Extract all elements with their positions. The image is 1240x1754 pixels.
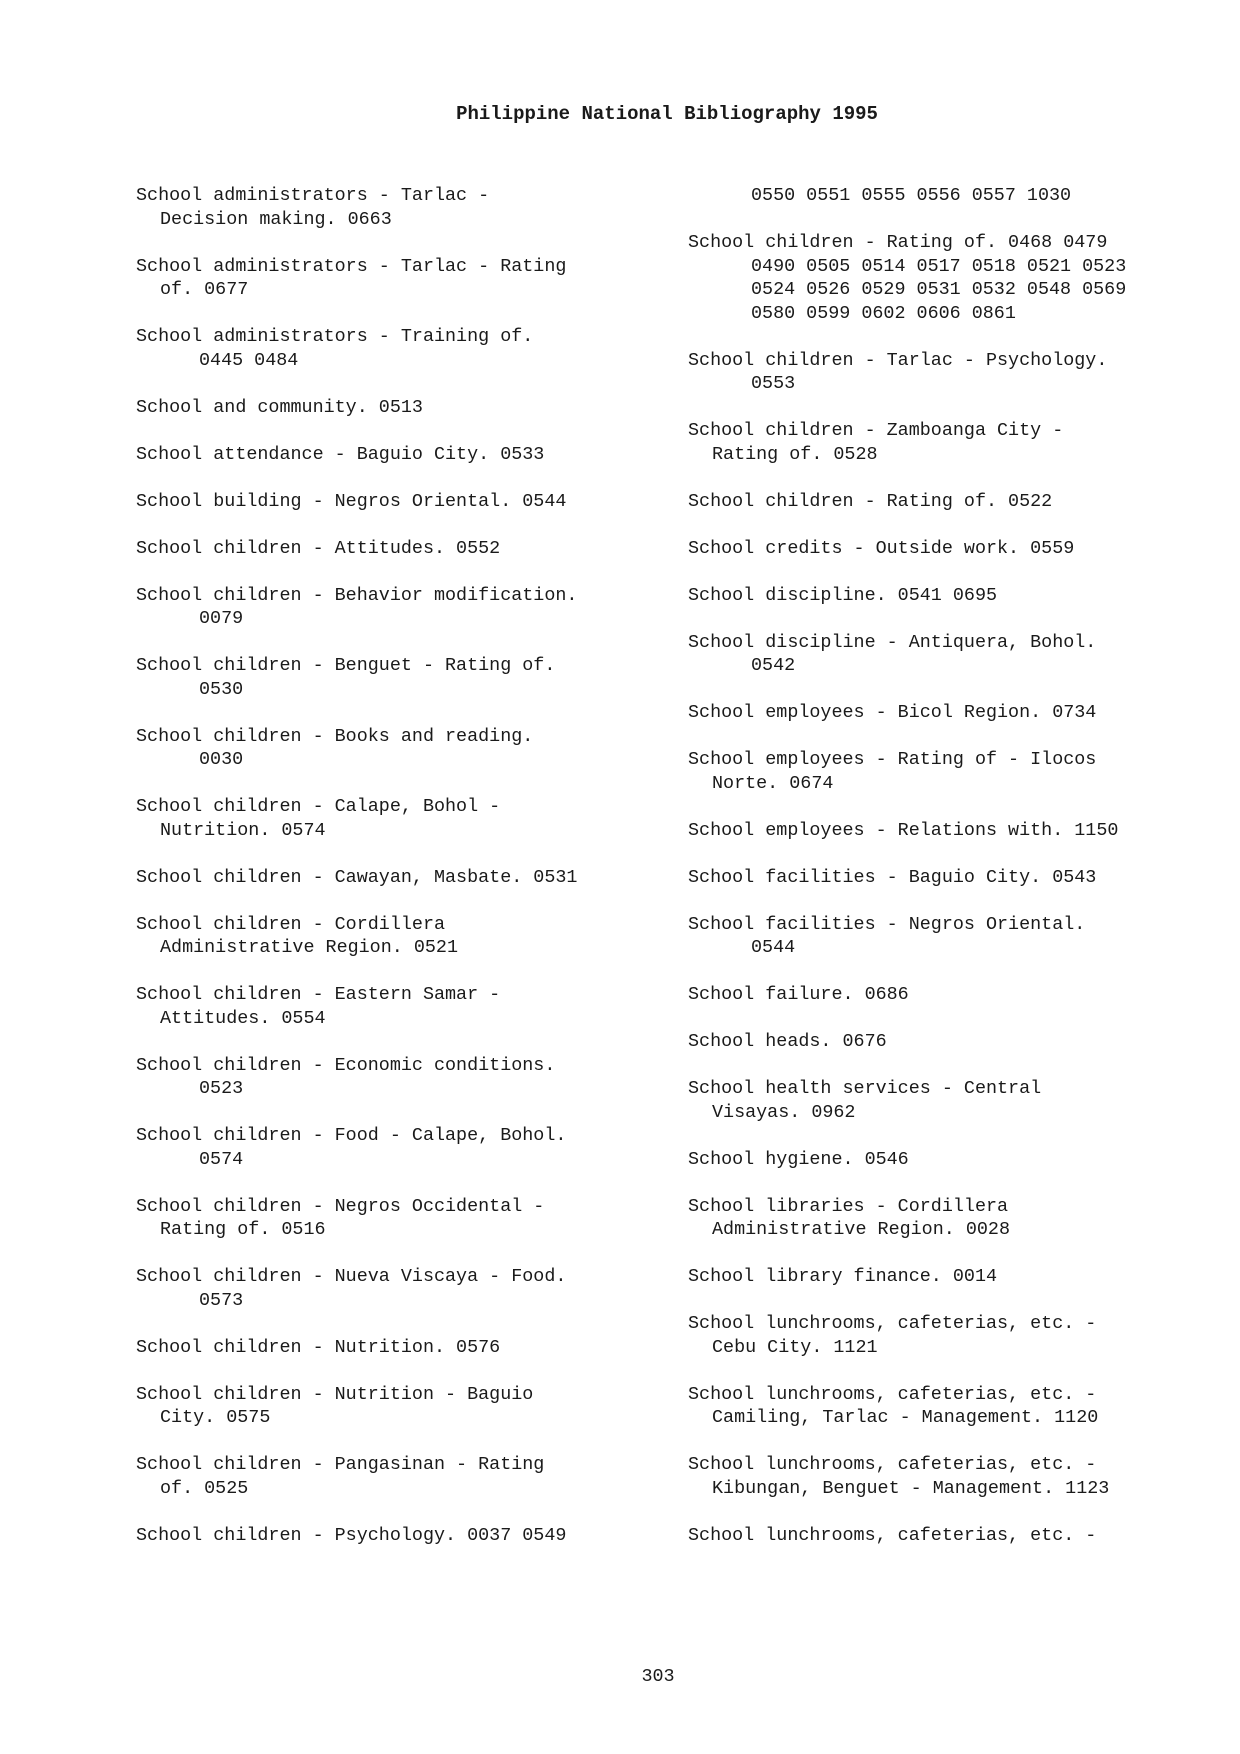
- index-entry-line: School children - Cordillera: [136, 913, 446, 935]
- index-entry-line: School administrators - Tarlac - Rating: [136, 255, 567, 277]
- index-entry: [136, 537, 656, 561]
- index-entry: [688, 1453, 1188, 1500]
- index-entry-line: Rating of. 0516: [160, 1219, 326, 1240]
- index-entry-line: School children - Zamboanga City -: [688, 420, 1064, 441]
- index-entry-line: Cebu City. 1121: [712, 1336, 878, 1358]
- index-entry-line: School children - Psychology. 0037 0549: [136, 1524, 567, 1546]
- index-entry-line: School libraries - Cordillera: [688, 1195, 1009, 1217]
- index-entry-line: School children - Tarlac - Psychology.: [688, 349, 1108, 371]
- index-entry-line: School discipline - Antiquera, Bohol.: [688, 631, 1097, 653]
- index-entry-line: School attendance - Baguio City. 0533: [136, 443, 545, 465]
- index-entry: [136, 1054, 656, 1101]
- index-entry: [136, 983, 656, 1030]
- index-entry-line: School lunchrooms, cafeterias, etc. -: [688, 1524, 1097, 1546]
- index-entry-line: Administrative Region. 0028: [712, 1219, 1010, 1240]
- index-entry: [688, 1077, 1188, 1124]
- index-entry-line: School facilities - Negros Oriental.: [688, 913, 1086, 935]
- index-entry-line: School children - Calape, Bohol -: [136, 796, 501, 817]
- index-entry: [136, 725, 656, 772]
- index-entry-line: School lunchrooms, cafeterias, etc. -: [688, 1383, 1097, 1405]
- index-entry-line: 0573: [199, 1289, 244, 1311]
- index-entry-line: School children - Food - Calape, Bohol.: [136, 1125, 567, 1146]
- index-entry-line: Nutrition. 0574: [160, 819, 326, 841]
- index-entry: [136, 396, 656, 420]
- index-entry-line: of. 0677: [160, 279, 249, 300]
- index-entry: [688, 913, 1188, 960]
- index-entry-line: School lunchrooms, cafeterias, etc. -: [688, 1454, 1097, 1475]
- index-entry-line: 0530: [199, 678, 244, 700]
- index-entry-line: School heads. 0676: [688, 1031, 887, 1052]
- index-entry-line: Camiling, Tarlac - Management. 1120: [712, 1407, 1099, 1428]
- index-entry-line: School children - Negros Occidental -: [136, 1195, 545, 1217]
- index-column-right: [688, 184, 1188, 1571]
- index-entry: [688, 983, 1188, 1007]
- index-entry-line: City. 0575: [160, 1407, 271, 1428]
- index-entry-line: School building - Negros Oriental. 0544: [136, 490, 567, 512]
- index-entry-line: Decision making. 0663: [160, 208, 392, 230]
- index-entry-line: Attitudes. 0554: [160, 1007, 326, 1029]
- index-entry-line: Visayas. 0962: [712, 1101, 856, 1123]
- index-entry-line: School children - Nutrition - Baguio: [136, 1383, 534, 1405]
- index-entry: [688, 537, 1188, 561]
- index-entry-line: 0490 0505 0514 0517 0518 0521 0523: [751, 255, 1127, 277]
- index-entry: [688, 1524, 1188, 1548]
- index-entry: [136, 184, 656, 231]
- index-entry-line: School health services - Central: [688, 1078, 1042, 1099]
- index-entry-line: School children - Cawayan, Masbate. 0531: [136, 866, 578, 888]
- index-entry-line: School children - Behavior modification.: [136, 584, 578, 606]
- index-entry-line: School library finance. 0014: [688, 1266, 998, 1287]
- index-entry-line: Norte. 0674: [712, 772, 834, 794]
- index-entry: [688, 1383, 1188, 1430]
- index-entry: [136, 325, 656, 372]
- index-entry: [136, 443, 656, 467]
- index-entry: [136, 866, 656, 890]
- index-entry-line: 0553: [751, 373, 796, 394]
- index-entry: [688, 349, 1188, 396]
- index-entry: [688, 490, 1188, 514]
- index-entry-line: 0030: [199, 749, 244, 770]
- index-entry: [136, 654, 656, 701]
- index-entry: [688, 819, 1188, 843]
- index-entry: [136, 1124, 656, 1171]
- index-entry: [136, 1265, 656, 1312]
- index-entry-line: School children - Economic conditions.: [136, 1054, 556, 1076]
- index-entry-line: School credits - Outside work. 0559: [688, 537, 1075, 559]
- page-title: Philippine National Bibliography 1995: [456, 103, 878, 125]
- index-entry: [136, 913, 656, 960]
- index-entry-line: School lunchrooms, cafeterias, etc. -: [688, 1313, 1097, 1334]
- index-entry: [136, 1383, 656, 1430]
- index-entry-line: School children - Eastern Samar -: [136, 984, 501, 1005]
- index-entry-line: 0574: [199, 1148, 244, 1170]
- index-entry: [688, 584, 1188, 608]
- index-entry-line: School children - Books and reading.: [136, 725, 534, 747]
- index-entry-line: School administrators - Training of.: [136, 326, 534, 347]
- index-entry: [688, 231, 1188, 325]
- index-entry: [688, 1265, 1188, 1289]
- index-entry-line: School children - Rating of. 0468 0479: [688, 232, 1108, 253]
- index-entry-line: School failure. 0686: [688, 984, 909, 1005]
- index-entry-line: School administrators - Tarlac -: [136, 185, 490, 206]
- index-entry: [688, 701, 1188, 725]
- index-entry-line: School employees - Rating of - Ilocos: [688, 749, 1097, 770]
- index-entry-line: Administrative Region. 0521: [160, 937, 458, 958]
- index-entry: [688, 184, 1188, 208]
- index-entry-line: School children - Rating of. 0522: [688, 490, 1053, 512]
- index-entry-line: School and community. 0513: [136, 396, 423, 418]
- index-entry: [688, 866, 1188, 890]
- index-entry-line: 0445 0484: [199, 349, 299, 371]
- index-entry: [136, 584, 656, 631]
- index-column-left: [136, 184, 656, 1571]
- index-entry-line: 0079: [199, 608, 244, 629]
- index-entry: [136, 490, 656, 514]
- index-entry: [688, 1312, 1188, 1359]
- index-entry-line: Kibungan, Benguet - Management. 1123: [712, 1477, 1110, 1499]
- index-entry: [688, 419, 1188, 466]
- index-entry-line: 0524 0526 0529 0531 0532 0548 0569: [751, 279, 1127, 300]
- index-entry-line: School facilities - Baguio City. 0543: [688, 866, 1097, 888]
- index-entry-line: School employees - Bicol Region. 0734: [688, 702, 1097, 723]
- index-entry: [688, 631, 1188, 678]
- index-entry-line: 0542: [751, 655, 796, 676]
- index-entry: [688, 1030, 1188, 1054]
- index-entry: [688, 1148, 1188, 1172]
- index-entry-line: 0523: [199, 1078, 244, 1099]
- index-entry-line: 0580 0599 0602 0606 0861: [751, 302, 1016, 324]
- index-entry-line: 0544: [751, 937, 796, 958]
- index-entry-line: School children - Pangasinan - Rating: [136, 1454, 545, 1475]
- index-entry-line: School children - Nutrition. 0576: [136, 1336, 501, 1358]
- index-entry: [136, 255, 656, 302]
- index-entry-line: 0550 0551 0555 0556 0557 1030: [751, 185, 1072, 206]
- index-entry-line: School children - Attitudes. 0552: [136, 537, 501, 559]
- index-entry-line: School employees - Relations with. 1150: [688, 819, 1119, 841]
- index-entry-line: School children - Benguet - Rating of.: [136, 655, 556, 676]
- index-entry: [136, 1453, 656, 1500]
- index-entry-line: School discipline. 0541 0695: [688, 584, 998, 606]
- index-entry: [688, 1195, 1188, 1242]
- index-entry: [136, 795, 656, 842]
- index-entry-line: School hygiene. 0546: [688, 1148, 909, 1170]
- index-entry: [136, 1524, 656, 1548]
- index-entry: [688, 748, 1188, 795]
- page-number: 303: [641, 1666, 675, 1687]
- index-entry: [136, 1195, 656, 1242]
- index-entry-line: of. 0525: [160, 1477, 249, 1499]
- index-entry: [136, 1336, 656, 1360]
- index-entry-line: School children - Nueva Viscaya - Food.: [136, 1266, 567, 1287]
- index-entry-line: Rating of. 0528: [712, 443, 878, 465]
